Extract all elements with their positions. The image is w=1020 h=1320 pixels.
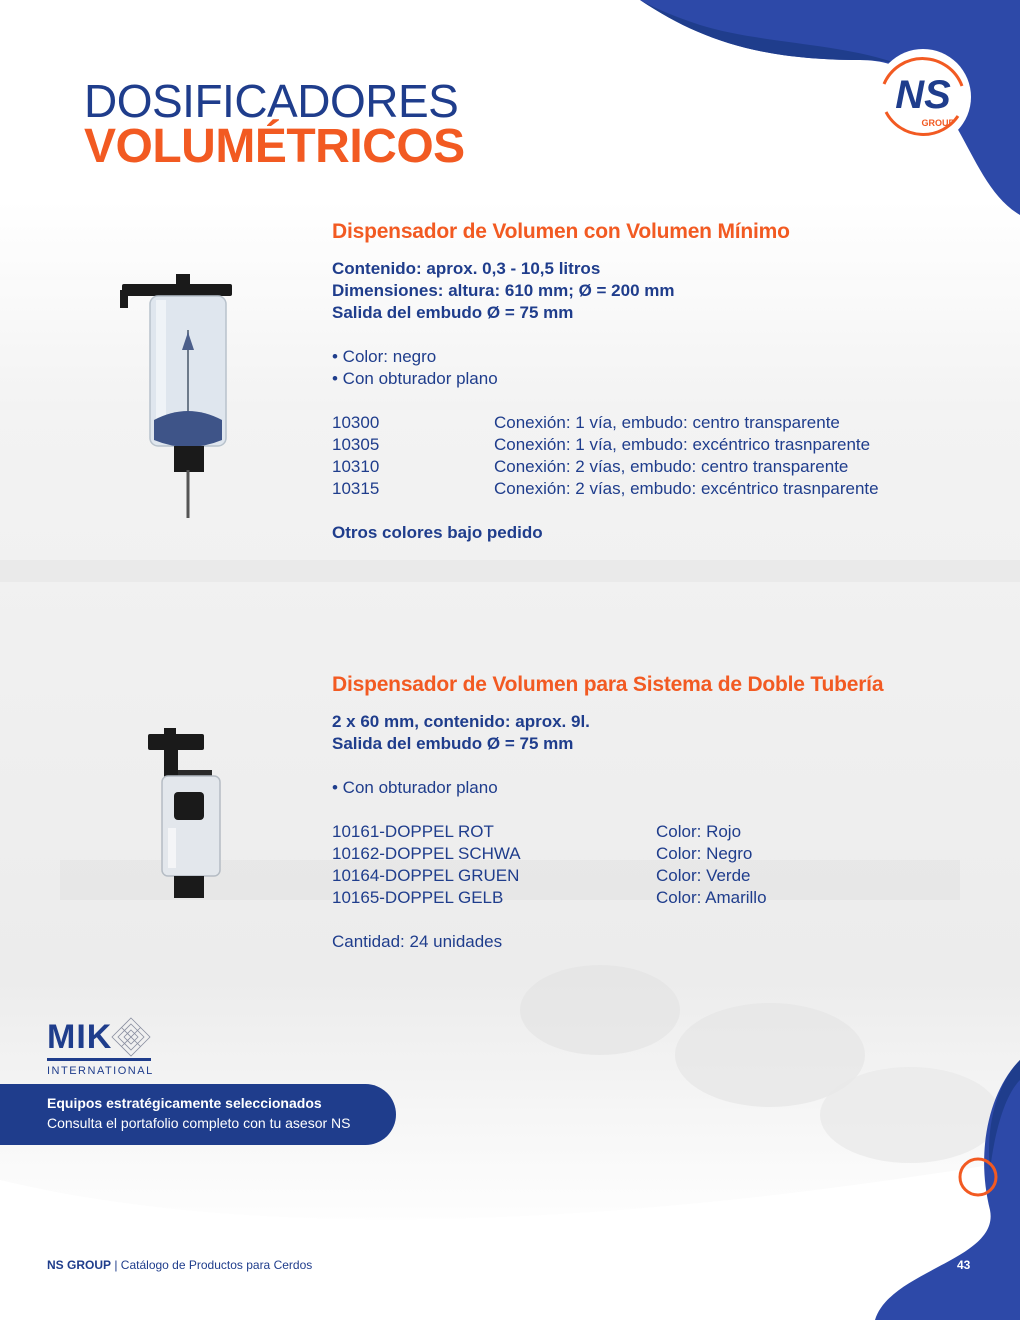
mik-logo-subtitle: INTERNATIONAL (47, 1065, 154, 1077)
mik-international-logo (47, 1016, 154, 1077)
page-title-line1: DOSIFICADORES (84, 75, 459, 127)
diamond-pattern-icon (110, 1016, 152, 1058)
logo-sub: GROUP (921, 118, 955, 128)
product-code: 10310 (332, 457, 380, 476)
product-code: 10300 (332, 413, 380, 432)
product-code: 10305 (332, 435, 380, 454)
product-code: 10162-DOPPEL SCHWA (332, 844, 521, 863)
product-code: 10165-DOPPEL GELB (332, 888, 504, 907)
info-banner (0, 1084, 396, 1145)
product1-note: Otros colores bajo pedido (332, 523, 543, 542)
product1-specs (332, 258, 675, 324)
product-desc: Conexión: 1 vía, embudo: centro transparente (494, 413, 840, 432)
double-pipe-dispenser-image (140, 728, 230, 908)
banner-subtext: Consulta el portafolio completo con tu asesor NS (47, 1115, 351, 1131)
product-color: Color: Verde (656, 866, 751, 885)
page-footer (47, 1258, 312, 1272)
product2-quantity: Cantidad: 24 unidades (332, 932, 503, 951)
code-row (332, 865, 767, 887)
product2-spec: Salida del embudo Ø = 75 mm (332, 734, 574, 753)
logo-text: NS (895, 73, 951, 117)
page-number: 43 (957, 1258, 971, 1272)
product-color: Color: Amarillo (656, 888, 767, 907)
product1-spec: Salida del embudo Ø = 75 mm (332, 303, 574, 322)
product-desc: Conexión: 1 vía, embudo: excéntrico trasnparente (494, 435, 871, 454)
bullet-item: • Color: negro (332, 347, 437, 366)
code-row (332, 412, 879, 434)
volume-dispenser-image (112, 270, 242, 520)
banner-headline: Equipos estratégicamente seleccionados (47, 1095, 322, 1111)
product1-bullets (332, 346, 498, 390)
product-desc: Conexión: 2 vías, embudo: excéntrico trasnparente (494, 479, 879, 498)
code-row (332, 434, 879, 456)
bullet-item: • Con obturador plano (332, 778, 498, 797)
code-row (332, 478, 879, 500)
code-row (332, 821, 767, 843)
product-code: 10315 (332, 479, 380, 498)
code-row (332, 843, 767, 865)
product-desc: Conexión: 2 vías, embudo: centro transparente (494, 457, 849, 476)
code-row (332, 887, 767, 909)
product-color: Color: Negro (656, 844, 753, 863)
product1-code-list (332, 412, 879, 500)
code-row (332, 456, 879, 478)
product1-title: Dispensador de Volumen con Volumen Mínimo (332, 220, 790, 243)
mik-logo-text: MIK (47, 1018, 113, 1056)
product1-spec: Dimensiones: altura: 610 mm; Ø = 200 mm (332, 281, 675, 300)
product-code: 10164-DOPPEL GRUEN (332, 866, 520, 885)
product1-spec: Contenido: aprox. 0,3 - 10,5 litros (332, 259, 601, 278)
ns-group-logo (872, 46, 974, 148)
product2-code-list (332, 821, 767, 909)
product-code: 10161-DOPPEL ROT (332, 822, 494, 841)
product-color: Color: Rojo (656, 822, 742, 841)
bullet-item: • Con obturador plano (332, 369, 498, 388)
product2-bullets (332, 777, 498, 799)
product2-spec: 2 x 60 mm, contenido: aprox. 9l. (332, 712, 590, 731)
product2-specs (332, 711, 590, 755)
footer-text: | Catálogo de Productos para Cerdos (111, 1258, 313, 1272)
page-title-line2: VOLUMÉTRICOS (84, 120, 465, 173)
product2-title: Dispensador de Volumen para Sistema de Doble Tubería (332, 673, 884, 696)
footer-brand: NS GROUP (47, 1258, 112, 1272)
